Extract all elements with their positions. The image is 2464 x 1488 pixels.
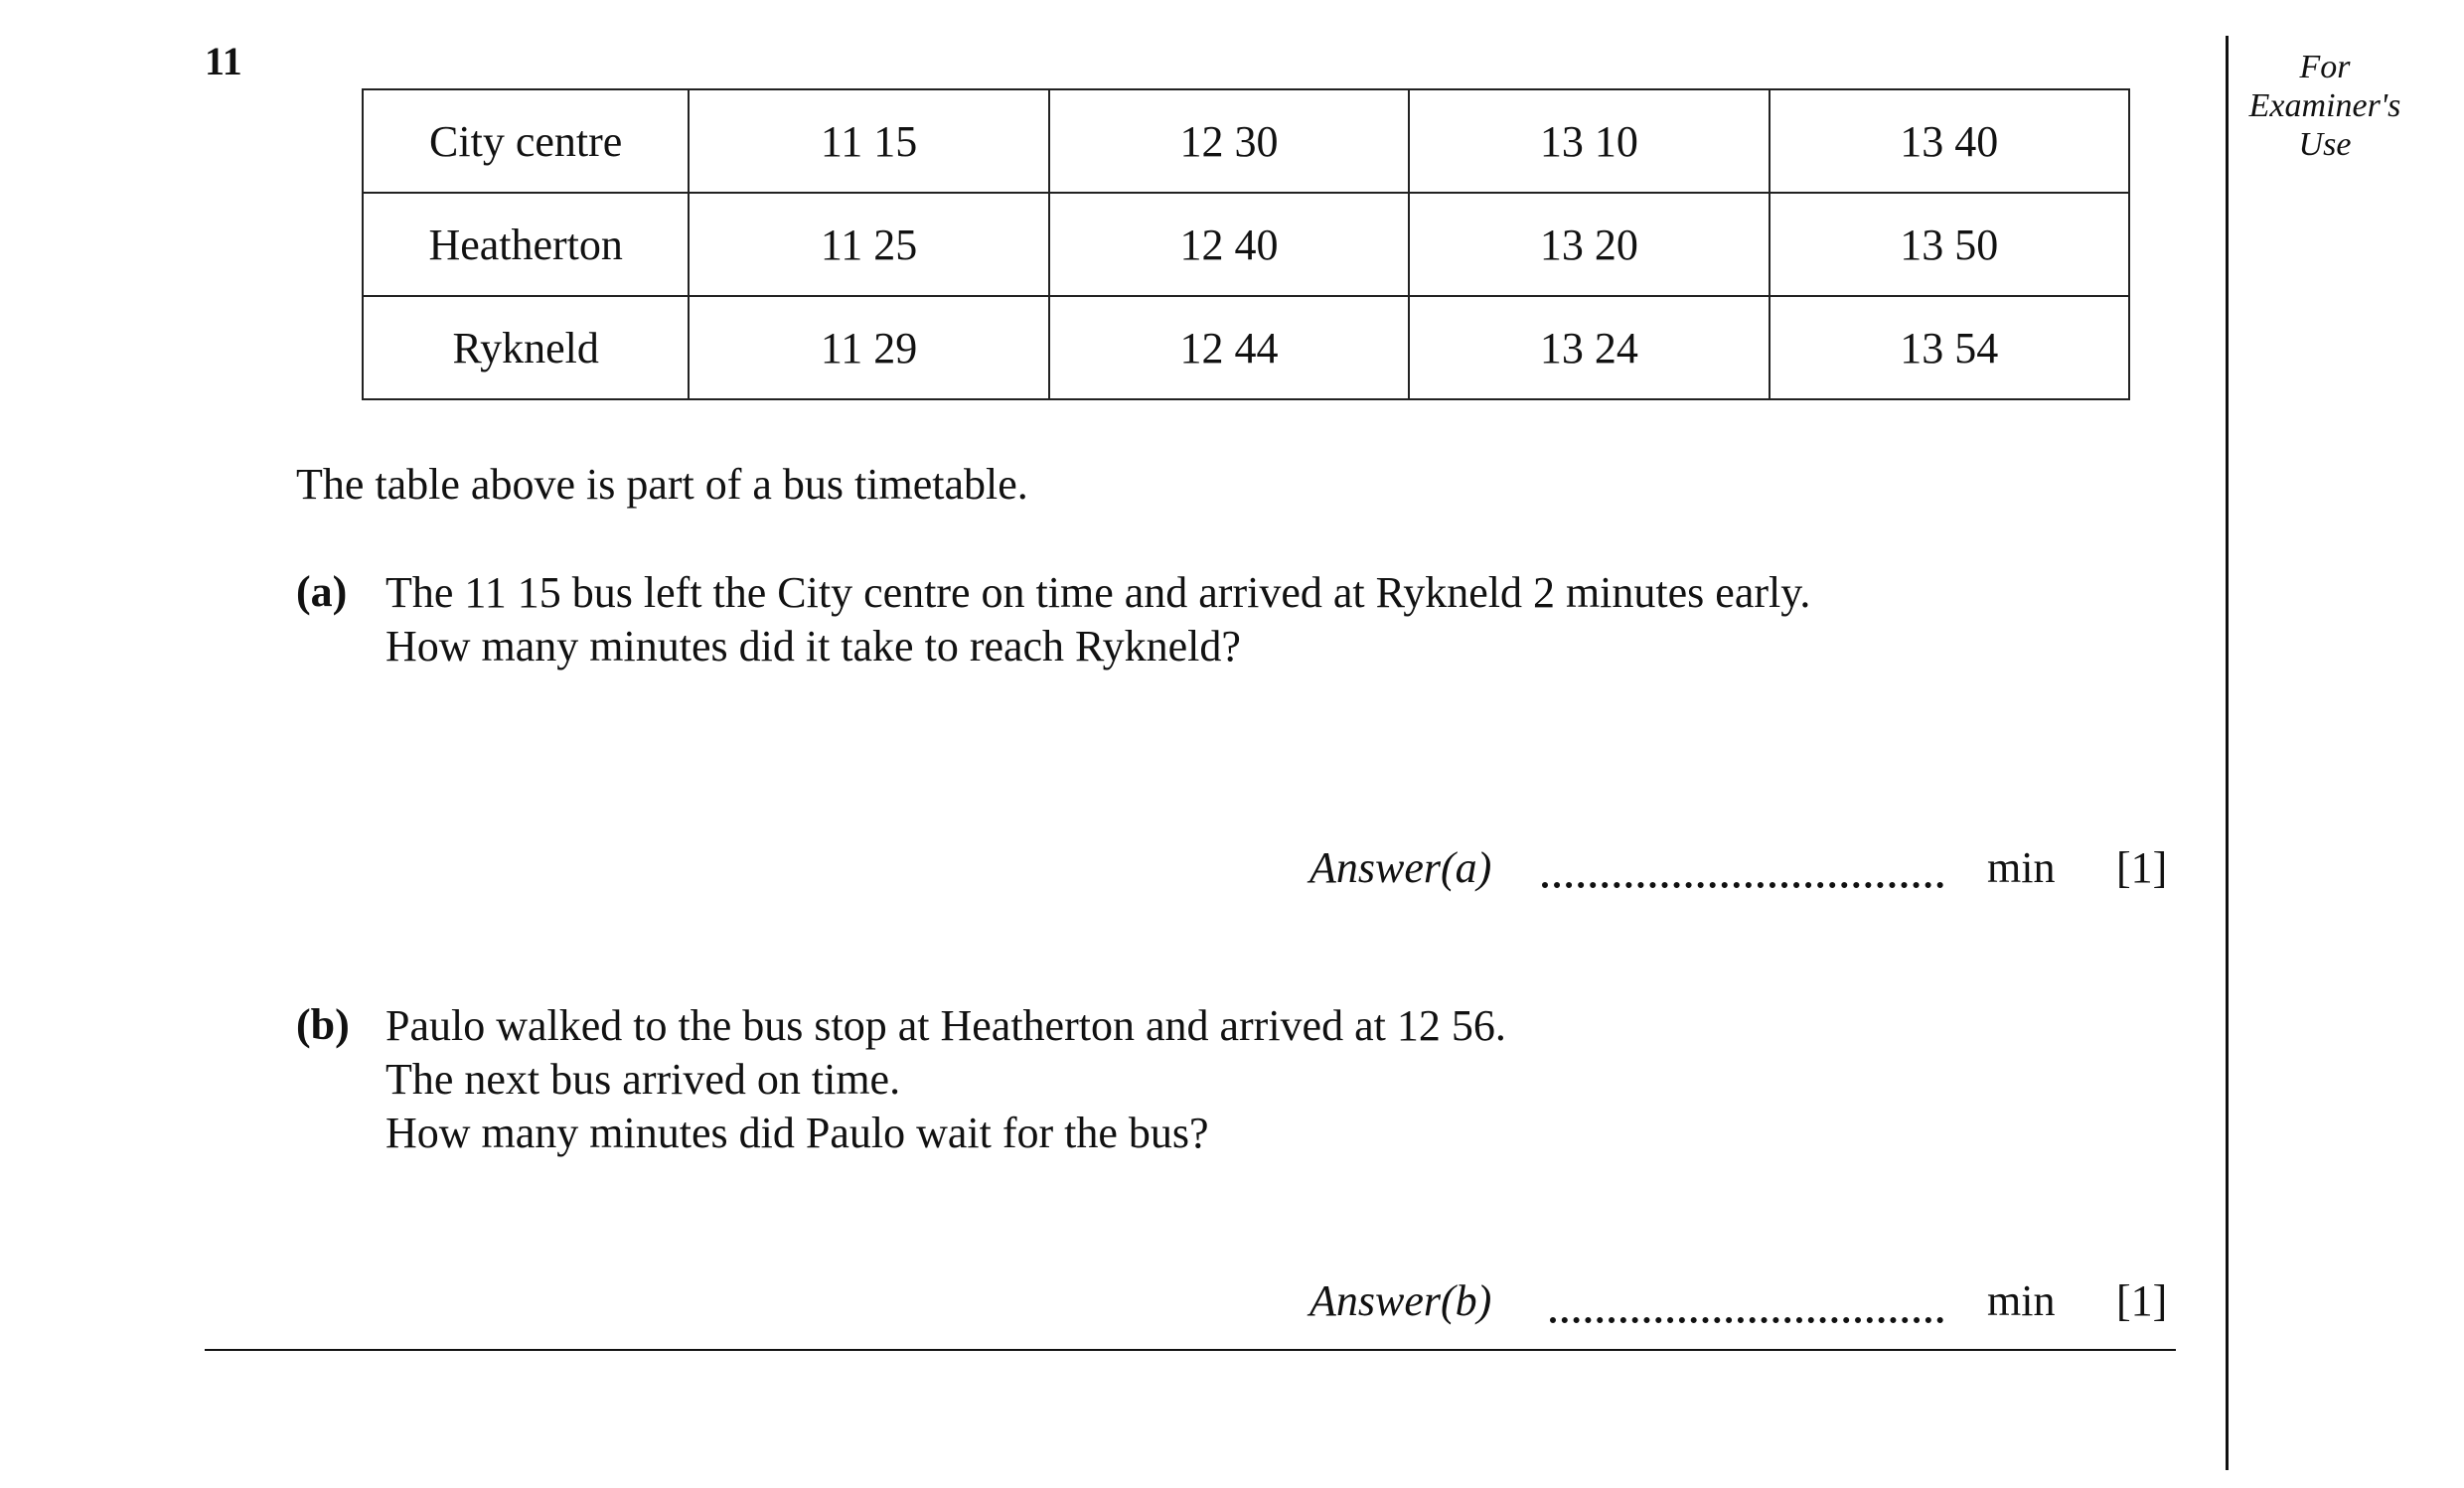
bus-timetable [362,88,2130,400]
time-cell: 13 10 [1409,89,1769,193]
stop-name: City centre [363,89,689,193]
part-b-label: (b) [296,1000,350,1049]
time-cell: 12 40 [1049,193,1409,296]
intro-text: The table above is part of a bus timetable. [296,460,1028,509]
question-line: Paulo walked to the bus stop at Heatherton and arrived at 12 56. [385,1001,1506,1050]
question-number: 11 [205,39,242,83]
time-cell: 13 50 [1770,193,2129,296]
part-a-label: (a) [296,567,348,616]
time-cell: 13 24 [1409,296,1769,399]
question-line: The 11 15 bus left the City centre on time and arrived at Rykneld 2 minutes early. [385,568,1811,617]
answer-a-field[interactable] [1542,882,1943,888]
answer-b-field[interactable] [1550,1317,1943,1323]
time-cell: 12 30 [1049,89,1409,193]
time-cell: 11 15 [689,89,1048,193]
table-row [363,296,2129,399]
question-line: The next bus arrived on time. [385,1055,901,1104]
time-cell: 13 40 [1770,89,2129,193]
table-row [363,193,2129,296]
time-cell: 13 20 [1409,193,1769,296]
answer-b-unit: min [1987,1276,2056,1325]
question-line: How many minutes did Paulo wait for the bus? [385,1109,1209,1157]
examiner-use-line: Use [2298,126,2352,163]
stop-name: Rykneld [363,296,689,399]
answer-b-label: Answer(b) [1309,1276,1492,1325]
part-b-question [385,999,1506,1160]
time-cell: 12 44 [1049,296,1409,399]
question-line: How many minutes did it take to reach Rykneld? [385,622,1241,670]
answer-b-marks: [1] [2116,1276,2168,1325]
answer-a-label: Answer(a) [1309,843,1492,892]
answer-a-marks: [1] [2116,843,2168,892]
time-cell: 11 29 [689,296,1048,399]
examiner-use-label [2235,48,2414,164]
margin-rule [2226,36,2229,1470]
question-end-rule [205,1349,2176,1351]
time-cell: 11 25 [689,193,1048,296]
examiner-use-line: For [2299,49,2351,85]
table-row [363,89,2129,193]
answer-a-unit: min [1987,843,2056,892]
examiner-use-line: Examiner's [2248,87,2401,124]
stop-name: Heatherton [363,193,689,296]
time-cell: 13 54 [1770,296,2129,399]
part-a-question [385,566,1810,673]
